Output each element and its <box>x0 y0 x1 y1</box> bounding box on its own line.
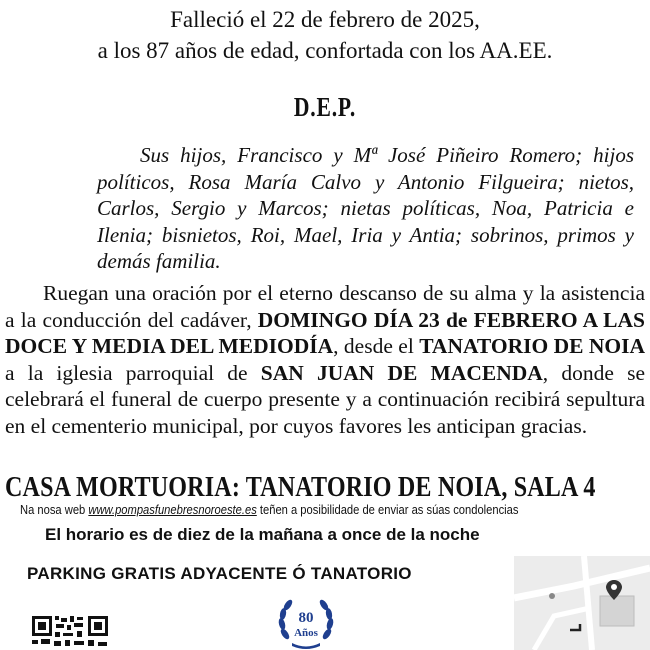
prayer-text-4: , donde se celebrará el funeral de cuerpo presente y a continuación recibirá sepultura en el cementerio municipal, por cuyos favores les anticipan gracias. <box>5 360 645 438</box>
age-line: a los 87 años de edad, confortada con los AA.EE. <box>97 38 553 63</box>
website-link[interactable]: www.pompasfunebresnoroeste.es <box>88 502 257 517</box>
parking-line: PARKING GRATIS ADYACENTE Ó TANATORIO <box>27 564 412 583</box>
casa-mortuoria-line: CASA MORTUORIA: TANATORIO DE NOIA, SALA 4 <box>5 471 596 503</box>
web-prefix: Na nosa web <box>20 502 89 517</box>
prayer-text-2: , desde el <box>333 334 420 358</box>
death-notice-lines <box>0 4 650 66</box>
web-condolences-line <box>20 502 553 517</box>
prayer-date-time: DOMINGO DÍA 23 de FEBRERO A LAS DOCE Y MEDIA DEL MEDIODÍA <box>5 307 645 358</box>
location-map-icon[interactable] <box>514 556 650 650</box>
hours-line: El horario es de diez de la mañana a once de la noche <box>45 525 480 544</box>
badge-word: Años <box>294 627 318 639</box>
badge-number: 80 <box>298 610 314 626</box>
dep-heading: D.E.P. <box>293 92 357 122</box>
prayer-text-1: Ruegan una oración por el eterno descanso de su alma y la asistencia a la conducción del cadáver, <box>5 281 645 332</box>
web-suffix: teñen a posibilidade de enviar as súas condolencias <box>256 502 519 517</box>
prayer-origin: TANATORIO DE NOIA <box>419 334 645 358</box>
family-paragraph: Sus hijos, Francisco y Mª José Piñeiro Romero; hijos políticos, Rosa María Calvo y Antonio Filgueira; nietos, Carlos, Sergio y Marcos; nietas políticas, Noa, Patricia e Ilenia; bisnietos, Roi, Mael, Iria y Antia; sobrinos, primos y demás familia. <box>97 143 634 273</box>
laurel-80-years-badge <box>276 596 336 650</box>
prayer-paragraph <box>5 280 645 439</box>
qr-code-icon[interactable] <box>30 612 110 650</box>
prayer-church: SAN JUAN DE MACENDA <box>260 360 543 385</box>
death-date-line: Falleció el 22 de febrero de 2025, <box>170 7 480 32</box>
prayer-text-3: a la iglesia parroquial de <box>5 360 261 385</box>
